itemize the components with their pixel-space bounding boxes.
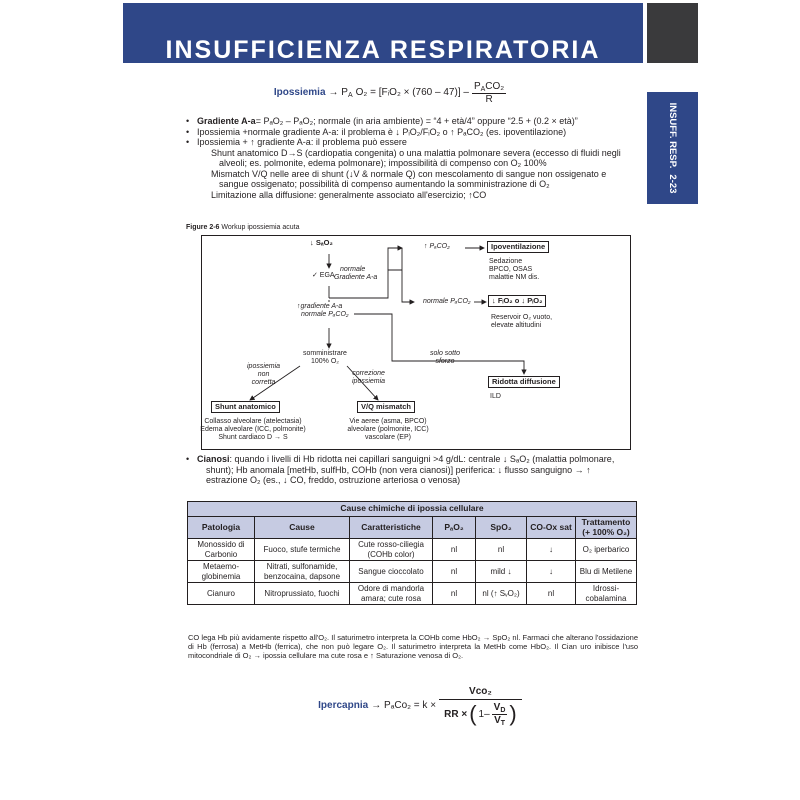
sub-line: Shunt anatomico D→S (cardiopatia congenita) o una malattia polmonare severa (eccesso di fluidi negli (211, 147, 621, 158)
sub-line: alveoli; es. polmonite, edema polmonare); impossibilità di compenso con O₂ 100% (219, 158, 547, 168)
node-normal-gradient: normale (340, 266, 366, 273)
list-item: • Gradiente A-a= PₐO₂ – PₐO₂; normale (in aria ambiente) = “4 + età/4” oppure “2.5 + (0.2 × età)” (186, 116, 636, 127)
cyanosis-line: shunt); Hb anomala [metHb, sulfHb, COHb (non vera cianosi)] periferica: ↓ flusso sanguigno → ↑ (206, 464, 591, 475)
table-row (188, 583, 637, 605)
sub-line: sangue ossigenato; possibilità di compenso aumentando la somministrazione di O₂ (219, 179, 550, 189)
figure-caption: Figure 2-6 Workup ipossiemia acuta (186, 224, 300, 231)
node-vq-causes: Vie aeree (asma, BPCO) alveolare (polmonite, ICC) vascolare (EP) (347, 418, 429, 441)
col-header: Caratteristiche (350, 517, 433, 539)
hypercapnia-fraction: Vco₂ RR × ( 1– $\frac{V_D}{V_T}$ ) (439, 686, 522, 727)
bullet-list (186, 116, 636, 200)
node-fio2-causes: Reservoir O₂ vuoto, elevate altitudini (491, 314, 553, 329)
node-effort-only: solo sotto sforzo (430, 350, 460, 365)
node-admin-o2: somministrare (303, 350, 347, 357)
corner-block (647, 3, 698, 63)
sub-line: Limitazione alla diffusione: generalmente associato all'esercizio; ↑CO (211, 189, 487, 200)
side-tab-label: INSUFF. RESP. (667, 102, 678, 169)
node-gradient-up-2: normale PₐCO₂ (301, 311, 349, 318)
node-diffusion-causes: ILD (490, 393, 501, 400)
node-ega: ✓ EGA (312, 272, 335, 279)
table-cell: Monossido di Carbonio (188, 539, 255, 561)
hypoxemia-formula (180, 80, 600, 106)
side-tab-page-ref: 2-23 (667, 174, 678, 194)
node-shunt-causes: Collasso alveolare (atelectasia) Edema alveolare (ICC, polmonite) Shunt cardiaco D → S (200, 418, 306, 441)
hypoxemia-lhs: → $P_A$ (328, 87, 353, 100)
hypercapnia-label: Ipercapnia (318, 700, 369, 712)
node-normal-gradient-2: Gradiente A-a (334, 274, 378, 281)
table-cell: Fuoco, stufe termiche (255, 539, 350, 561)
workup-diagram (201, 235, 631, 450)
list-item: • Ipossiemia +normale gradiente A-a: il problema è ↓ PᵢO₂/FᵢO₂ o ↑ PₐCO₂ (es. ipoventilazione) (186, 127, 636, 138)
table-cell: Blu di Metilene (576, 561, 637, 583)
table-row (188, 561, 637, 583)
node-hypox-not-corrected: ipossiemia non corretta (247, 363, 281, 386)
table-note: CO lega Hb più avidamente rispetto all'O₂. Il saturimetro interpreta la COHb come HbO₂ → SpO₂ nl. Farmaci che alterano l'ossidazione di Hb (ferrosa) a MetHb (ferrica), che non può legare O₂. Il saturimetro interpreta la MetHb come HbO₂. Il Cian uro inibisce l'uso mitocondriale di O₂ → ipossia cellulare ma cute rosa e ↑ Saturazione venosa di O₂. (188, 633, 638, 660)
cyanosis-bullet (186, 454, 636, 486)
table-header-row (188, 517, 637, 539)
table-cell: nl (476, 539, 527, 561)
table-cell: O₂ iperbarico (576, 539, 637, 561)
table-cell: Cianuro (188, 583, 255, 605)
table-cell: Odore di mandorla amara; cute rosa (350, 583, 433, 605)
table-cell: ↓ (527, 539, 576, 561)
node-normal-paco2: normale PₐCO₂ (423, 298, 471, 305)
table-cell: nl (433, 561, 476, 583)
cyanosis-line: estrazione O₂ (es., ↓ CO, freddo, ostruzione arteriosa o venosa) (206, 475, 461, 485)
page-title: INSUFFICIENZA RESPIRATORIA (123, 3, 643, 63)
col-header: Cause (255, 517, 350, 539)
node-hypoventilation-causes: Sedazione BPCO, OSAS malattie NM dis. (489, 258, 540, 281)
table-row (188, 539, 637, 561)
node-vq-mismatch: V/Q mismatch (357, 401, 415, 413)
node-sao2: ↓ SₐO₂ (310, 238, 333, 247)
node-hypox-corrected: correzione ipossiemia (352, 370, 386, 385)
node-hypoventilation: Ipoventilazione (487, 241, 549, 253)
hypercapnia-lhs: → PₐCo₂ = k × (371, 700, 437, 712)
table-cell: Sangue cioccolato (350, 561, 433, 583)
node-reduced-diffusion: Ridotta diffusione (488, 376, 560, 388)
col-header: CO-Ox sat (527, 517, 576, 539)
side-tab (647, 92, 698, 204)
hypoxemia-label: Ipossiemia (273, 87, 326, 99)
table-cell: nl (↑ SᵥO₂) (476, 583, 527, 605)
node-gradient-up: ↑gradiente A-a (297, 303, 343, 310)
table-cell: Nitroprussiato, fuochi (255, 583, 350, 605)
table-cell: Nitrati, sulfonamide, benzocaina, dapsone (255, 561, 350, 583)
col-header: Patologia (188, 517, 255, 539)
table-cell: nl (433, 539, 476, 561)
table-cell: Cute rosso-ciliegia (COHb color) (350, 539, 433, 561)
node-admin-o2-2: 100% O₂ (311, 358, 340, 365)
table-cell: nl (527, 583, 576, 605)
col-header: SpO₂ (476, 517, 527, 539)
table-cell: nl (433, 583, 476, 605)
table-cell: Idrossi-cobalamina (576, 583, 637, 605)
col-header: Trattamento (+ 100% O₂) (576, 517, 637, 539)
table-cell: mild ↓ (476, 561, 527, 583)
hypoxemia-body: O₂ = [FᵢO₂ × (760 – 47)] – (355, 87, 469, 99)
node-paco2-up: ↑ PₐCO₂ (424, 243, 450, 250)
table-cell: ↓ (527, 561, 576, 583)
table-caption: Cause chimiche di ipossia cellulare (188, 502, 637, 517)
list-item: • Ipossiemia + ↑ gradiente A-a: il problema può essere (186, 137, 636, 148)
table-cell: Metaemo-globinemia (188, 561, 255, 583)
cause-table (187, 501, 637, 605)
hypercapnia-formula (290, 676, 550, 736)
col-header: PₐO₂ (433, 517, 476, 539)
list-item: • Cianosi: quando i livelli di Hb ridotta nei capillari sanguigni >4 g/dL: centrale ↓ SₐO₂ (malattia polmonare, (186, 454, 636, 465)
sub-line: Mismatch V/Q nelle aree di shunt (↓V & normale Q) con mescolamento di sangue non ossigenato e (211, 168, 607, 179)
node-fio2-pio2: ↓ FᵢO₂ o ↓ PᵢO₂ (488, 295, 546, 307)
hypoxemia-fraction: $\frac{P_ACO_2}{R}$ (473, 80, 505, 105)
node-anatomic-shunt: Shunt anatomico (211, 401, 280, 413)
